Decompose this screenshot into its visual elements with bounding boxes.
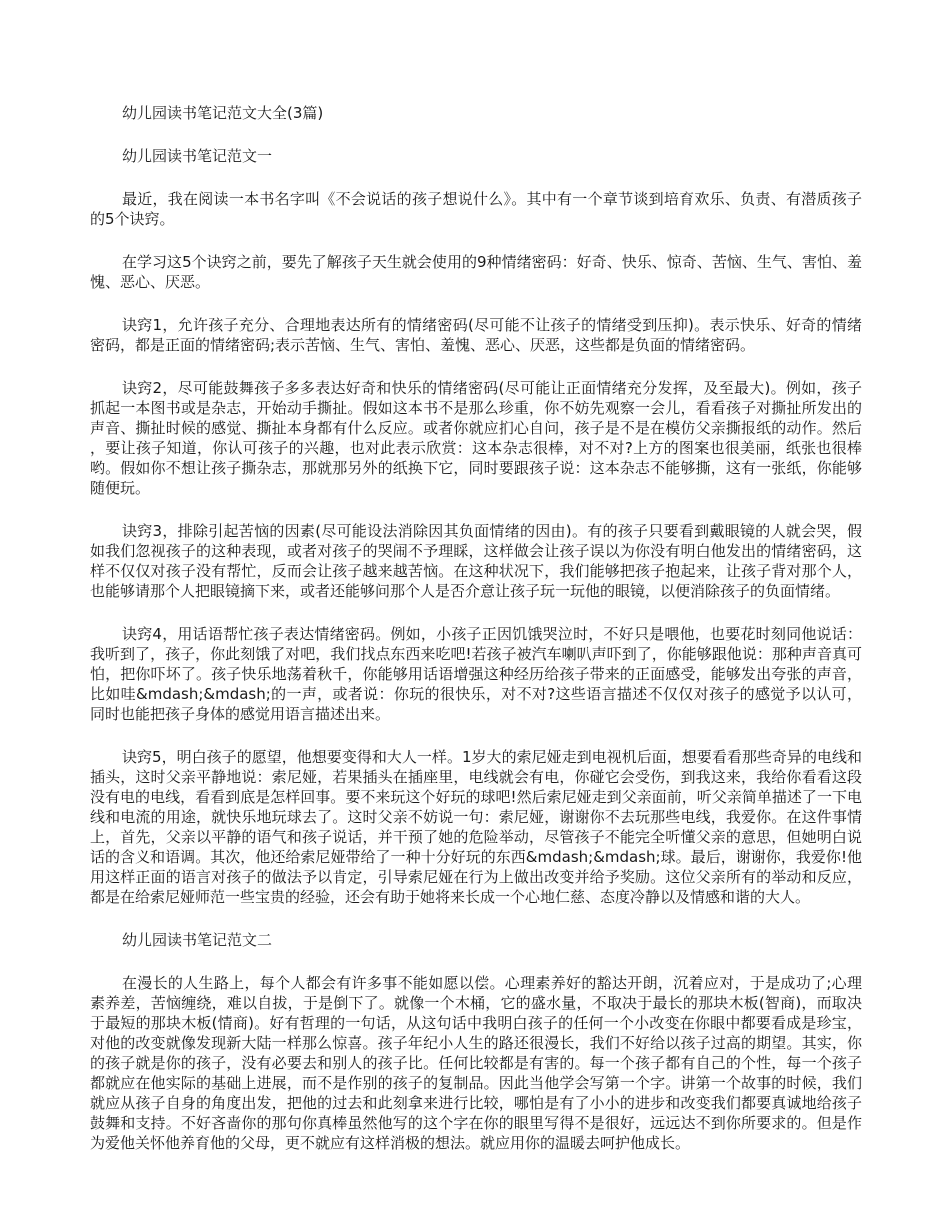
paragraph: 诀窍4，用话语帮忙孩子表达情绪密码。例如，小孩子正因饥饿哭泣时，不好只是喂他，也要花时刻同他说话：我听到了，孩子，你此刻饿了对吧，我们找点东西来吃吧!若孩子被汽车喇叭声吓到了，你能够跟他说：那种声音真可怕，把你吓坏了。孩子快乐地荡着秋千，你能够用话语增强这种经历给孩子带来的正面感受，能够发出夸张的声音，比如哇&mdash;&mdash;的一声，或者说：你玩的很快乐，对不对?这些语言描述不仅仅对孩子的感觉予以认可，同时也能把孩子身体的感觉用语言描述出来。 <box>90 625 862 723</box>
section-heading-1: 幼儿园读书笔记范文一 <box>122 147 273 165</box>
document-title: 幼儿园读书笔记范文大全(3篇) <box>122 104 324 122</box>
paragraph: 诀窍1，允许孩子充分、合理地表达所有的情绪密码(尽可能不让孩子的情绪受到压抑)。表示快乐、好奇的情绪密码，都是正面的情绪密码;表示苦恼、生气、害怕、羞愧、恶心、厌恶，这些都是负面的情绪密码。 <box>90 316 862 354</box>
paragraph: 在学习这5个诀窍之前，要先了解孩子天生就会使用的9种情绪密码：好奇、快乐、惊奇、苦恼、生气、害怕、羞愧、恶心、厌恶。 <box>90 253 862 291</box>
document-page <box>90 103 862 1176</box>
section-heading-2: 幼儿园读书笔记范文二 <box>122 931 273 949</box>
paragraph: 最近，我在阅读一本书名字叫《不会说话的孩子想说什么》。其中有一个章节谈到培育欢乐、负责、有潜质孩子的5个诀窍。 <box>90 190 862 228</box>
paragraph: 诀窍5，明白孩子的愿望，他想要变得和大人一样。1岁大的索尼娅走到电视机后面，想要看看那些奇异的电线和插头，这时父亲平静地说：索尼娅，若果插头在插座里，电线就会有电，你碰它会受伤，到我这来，我给你看看这段没有电的电线，看看到底是怎样回事。要不来玩这个好玩的球吧!然后索尼娅走到父亲面前，听父亲简单描述了一下电线和电流的用途，就快乐地玩球去了。这时父亲不妨说一句：索尼娅，谢谢你不去玩那些电线，我爱你。在这件事情上，首先，父亲以平静的语气和孩子说话，并干预了她的危险举动，尽管孩子不能完全听懂父亲的意思，但她明白说话的含义和语调。其次，他还给索尼娅带给了一种十分好玩的东西&mdash;&mdash;球。最后，谢谢你，我爱你!他用这样正面的语言对孩子的做法予以肯定，引导索尼娅在行为上做出改变并给予奖励。这位父亲所有的举动和反应，都是在给索尼娅师范一些宝贵的经验，还会有助于她将来长成一个心地仁慈、态度冷静以及情感和谐的大人。 <box>90 748 862 906</box>
paragraph: 诀窍2，尽可能鼓舞孩子多多表达好奇和快乐的情绪密码(尽可能让正面情绪充分发挥，及至最大)。例如，孩子抓起一本图书或是杂志，开始动手撕扯。假如这本书不是那么珍重，你不妨先观察一会儿，看看孩子对撕扯所发出的声音、撕扯时候的感觉、撕扯本身都有什么反应。或者你就应扪心自问，孩子是不是在模仿父亲撕报纸的动作。然后，要让孩子知道，你认可孩子的兴趣，也对此表示欣赏：这本杂志很棒，对不对?上方的图案也很美丽，纸张也很棒哟。假如你不想让孩子撕杂志，那就那另外的纸换下它，同时要跟孩子说：这本杂志不能够撕，这有一张纸，你能够随便玩。 <box>90 379 862 497</box>
paragraph: 在漫长的人生路上，每个人都会有许多事不能如愿以偿。心理素养好的豁达开朗，沉着应对，于是成功了;心理素养差，苦恼缠绕，难以自拔，于是倒下了。就像一个木桶，它的盛水量，不取决于最长的那块木板(智商)，而取决于最短的那块木板(情商)。好有哲理的一句话，从这句话中我明白孩子的任何一个小改变在你眼中都要看成是珍宝，对他的改变就像发现新大陆一样那么惊喜。孩子年纪小人生的路还很漫长，我们不好给以孩子过高的期望。其实，你的孩子就是你的孩子，没有必要去和别人的孩子比。任何比较都是有害的。每一个孩子都有自己的个性，每一个孩子都就应在他实际的基础上进展，而不是作别的孩子的复制品。因此当他学会写第一个字。讲第一个故事的时候，我们就应从孩子自身的角度出发，把他的过去和此刻拿来进行比较，哪怕是有了小小的进步和改变我们都要真诚地给孩子鼓舞和支持。不好吝啬你的那句你真棒虽然他写的这个字在你的眼里写得不是很好，远远达不到你所要求的。但是作为爱他关怀他养育他的父母，更不就应有这样消极的想法。就应用你的温暖去呵护他成长。 <box>90 974 862 1152</box>
paragraph: 诀窍3，排除引起苦恼的因素(尽可能设法消除因其负面情绪的因由)。有的孩子只要看到戴眼镜的人就会哭，假如我们忽视孩子的这种表现，或者对孩子的哭闹不予理睬，这样做会让孩子误以为你没有明白他发出的情绪密码，这样不仅仅对孩子没有帮忙，反而会让孩子越来越苦恼。在这种状况下，我们能够把孩子抱起来，让孩子背对那个人，也能够请那个人把眼镜摘下来，或者还能够问那个人是否介意让孩子玩一玩他的眼镜，以便消除孩子的负面情绪。 <box>90 522 862 600</box>
